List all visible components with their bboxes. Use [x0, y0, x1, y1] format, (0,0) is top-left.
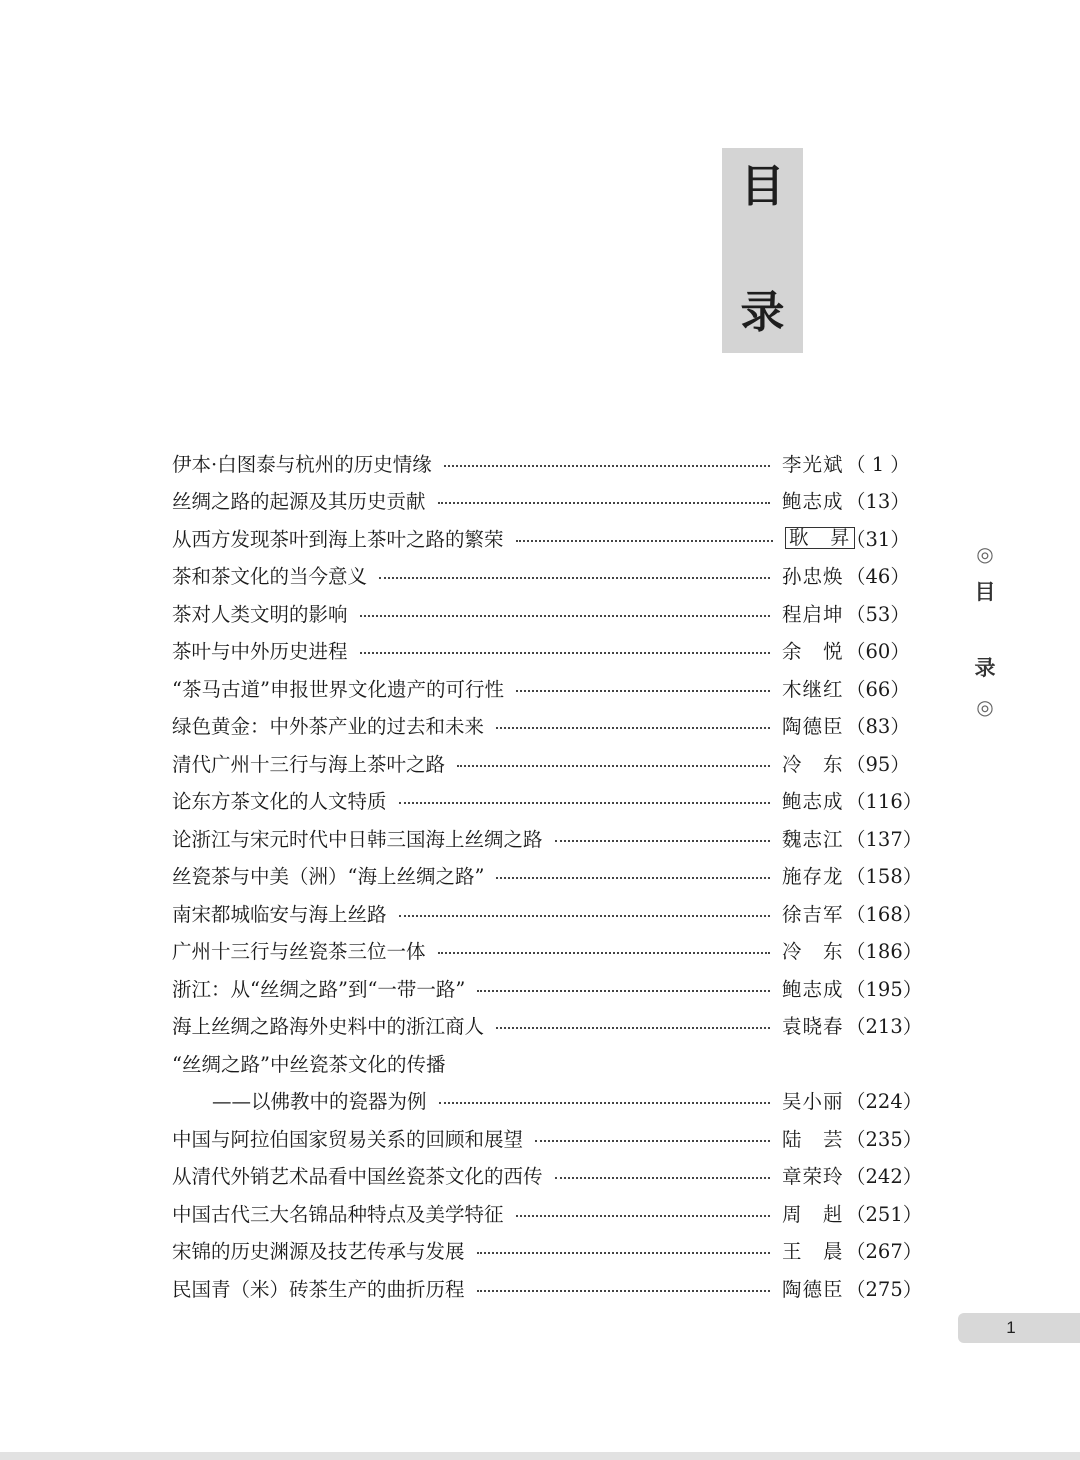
side-tab-char-1: 目 [974, 579, 996, 604]
toc-entry-page: （60） [846, 640, 910, 664]
toc-entry-title: 浙江：从“丝绸之路”到“一带一路” [172, 977, 466, 1001]
toc-entry[interactable] [172, 969, 923, 1007]
dot-leader [399, 802, 770, 804]
toc-title-char-2: 录 [740, 287, 785, 338]
toc-entry-page: （83） [846, 715, 910, 739]
toc-entry[interactable] [172, 594, 910, 632]
toc-entry-page: （95） [846, 752, 910, 776]
toc-entry-page: （ 1 ） [846, 452, 910, 476]
toc-entry[interactable] [172, 707, 910, 745]
toc-entry-author: 木继红 [782, 677, 844, 701]
toc-entry-page: （267） [846, 1240, 923, 1264]
toc-entry-title: 丝绸之路的起源及其历史贡献 [172, 490, 426, 514]
toc-entry-page: （137） [846, 827, 923, 851]
toc-entry-title-line[interactable] [172, 1044, 904, 1082]
toc-entry-author: 吴小丽 [782, 1090, 844, 1114]
toc-entry-page: （66） [846, 677, 910, 701]
dot-leader [438, 502, 770, 504]
dot-leader [457, 765, 770, 767]
toc-entry-page: （116） [846, 790, 923, 814]
side-tab-char-2: 录 [974, 655, 996, 680]
toc-entry-author: 余 悦 [782, 640, 844, 664]
dot-leader [496, 877, 770, 879]
toc-entry[interactable] [172, 744, 910, 782]
toc-entry-page: （251） [846, 1202, 923, 1226]
dot-leader [516, 1215, 770, 1217]
toc-entry-author: 鲍志成 [782, 977, 844, 1001]
toc-entry-title: 茶叶与中外历史进程 [172, 640, 348, 664]
toc-entry-author: 鲍志成 [782, 790, 844, 814]
dot-leader [555, 1177, 770, 1179]
toc-entry-author: 周 赳 [782, 1202, 844, 1226]
toc-entry-author: 程启坤 [782, 602, 844, 626]
toc-entry-title: 从清代外销艺术品看中国丝瓷茶文化的西传 [172, 1165, 543, 1189]
toc-entry[interactable] [172, 1269, 923, 1307]
toc-entry-title: 论东方茶文化的人文特质 [172, 790, 387, 814]
toc-entry-author: 陆 芸 [782, 1127, 844, 1151]
toc-entry-author: 鲍志成 [782, 490, 844, 514]
toc-entry[interactable] [172, 444, 910, 482]
dot-leader [438, 952, 770, 954]
toc-entry-subtitle-line[interactable] [172, 1082, 923, 1120]
toc-entry[interactable] [172, 782, 923, 820]
toc-entry-title: 从西方发现茶叶到海上茶叶之路的繁荣 [172, 527, 504, 551]
dot-leader [477, 1252, 770, 1254]
toc-entry-title: 广州十三行与丝瓷茶三位一体 [172, 940, 426, 964]
toc-entry[interactable] [172, 557, 910, 595]
toc-title-box [722, 148, 803, 353]
toc-entry-title: 清代广州十三行与海上茶叶之路 [172, 752, 446, 776]
toc-entry-subtitle: ——以佛教中的瓷器为例 [212, 1090, 427, 1114]
toc-entry-title: 民国青（米）砖茶生产的曲折历程 [172, 1277, 465, 1301]
toc-entry-title: 绿色黄金：中外茶产业的过去和未来 [172, 715, 485, 739]
toc-entry-page: （158） [846, 865, 923, 889]
toc-entry-author: 孙忠焕 [782, 565, 844, 589]
toc-entry-page: （46） [846, 565, 910, 589]
dot-leader [496, 1027, 770, 1029]
toc-entry-title: 茶和茶文化的当今意义 [172, 565, 368, 589]
toc-entry-page: （186） [846, 940, 923, 964]
toc-entry[interactable] [172, 1119, 923, 1157]
toc-entry[interactable] [172, 519, 910, 557]
toc-entry-title: “丝绸之路”中丝瓷茶文化的传播 [172, 1052, 446, 1076]
toc-entry-title: 丝瓷茶与中美（洲）“海上丝绸之路” [172, 865, 485, 889]
toc-entry-author: 王 晨 [782, 1240, 844, 1264]
dot-leader [477, 1290, 770, 1292]
toc-entry-page: （224） [846, 1090, 923, 1114]
toc-entry-page: （213） [846, 1015, 923, 1039]
toc-entry-author: 章荣玲 [782, 1165, 844, 1189]
toc-entry-author: 冷 东 [782, 752, 844, 776]
dot-leader [360, 615, 770, 617]
toc-entry[interactable] [172, 932, 923, 970]
toc-entry[interactable] [172, 1194, 923, 1232]
toc-entry-author: 袁晓春 [782, 1015, 844, 1039]
toc-entry-title: 伊本·白图泰与杭州的历史情缘 [172, 452, 432, 476]
toc-entry-author: 施存龙 [782, 865, 844, 889]
toc-entry-author: 李光斌 [782, 452, 844, 476]
toc-entry-page: （31） [846, 527, 910, 551]
toc-entry-author: 陶德臣 [782, 715, 844, 739]
toc-entry-title: 论浙江与宋元时代中日韩三国海上丝绸之路 [172, 827, 543, 851]
dot-leader [535, 1140, 770, 1142]
toc-entry-page: （13） [846, 490, 910, 514]
toc-entry-title: 海上丝绸之路海外史料中的浙江商人 [172, 1015, 485, 1039]
toc-entry[interactable] [172, 1232, 923, 1270]
toc-entry-page: （53） [846, 602, 910, 626]
circle-ornament-icon: ◎ [976, 542, 994, 566]
toc-entry-author: 陶德臣 [782, 1277, 844, 1301]
toc-entry-page: （275） [846, 1277, 923, 1301]
page-number-tab [958, 1313, 1080, 1343]
toc-entry[interactable] [172, 857, 923, 895]
toc-entry[interactable] [172, 894, 923, 932]
toc-entry-title: 茶对人类文明的影响 [172, 602, 348, 626]
toc-entry-title: 中国古代三大名锦品种特点及美学特征 [172, 1202, 504, 1226]
toc-entry-author: 魏志江 [782, 827, 844, 851]
toc-entry-author: 冷 东 [782, 940, 844, 964]
dot-leader [439, 1102, 770, 1104]
table-of-contents [172, 444, 923, 1307]
dot-leader [399, 915, 770, 917]
toc-entry-author: 徐吉军 [782, 902, 844, 926]
dot-leader [379, 577, 770, 579]
dot-leader [477, 990, 770, 992]
toc-entry[interactable] [172, 632, 910, 670]
dot-leader [496, 727, 770, 729]
toc-entry-page: （195） [846, 977, 923, 1001]
toc-entry-page: （168） [846, 902, 923, 926]
dot-leader [516, 690, 770, 692]
toc-entry-page: （242） [846, 1165, 923, 1189]
bottom-edge-strip [0, 1452, 1080, 1460]
toc-title-char-1: 目 [740, 161, 785, 212]
toc-entry-title: 中国与阿拉伯国家贸易关系的回顾和展望 [172, 1127, 524, 1151]
dot-leader [444, 465, 770, 467]
toc-entry[interactable] [172, 1007, 923, 1045]
toc-entry[interactable] [172, 482, 910, 520]
toc-entry-title: “茶马古道”申报世界文化遗产的可行性 [172, 677, 504, 701]
toc-entry[interactable] [172, 819, 923, 857]
dot-leader [555, 840, 770, 842]
toc-entry-page: （235） [846, 1127, 923, 1151]
circle-ornament-icon: ◎ [976, 695, 994, 719]
toc-entry-title: 南宋都城临安与海上丝路 [172, 902, 387, 926]
dot-leader [360, 652, 770, 654]
toc-entry[interactable] [172, 669, 910, 707]
toc-entry-title: 宋锦的历史渊源及技艺传承与发展 [172, 1240, 465, 1264]
toc-entry-author-highlighted: 耿 昇 [785, 527, 855, 549]
page-number: 1 [1006, 1318, 1016, 1337]
toc-entry[interactable] [172, 1157, 923, 1195]
dot-leader [516, 540, 773, 542]
